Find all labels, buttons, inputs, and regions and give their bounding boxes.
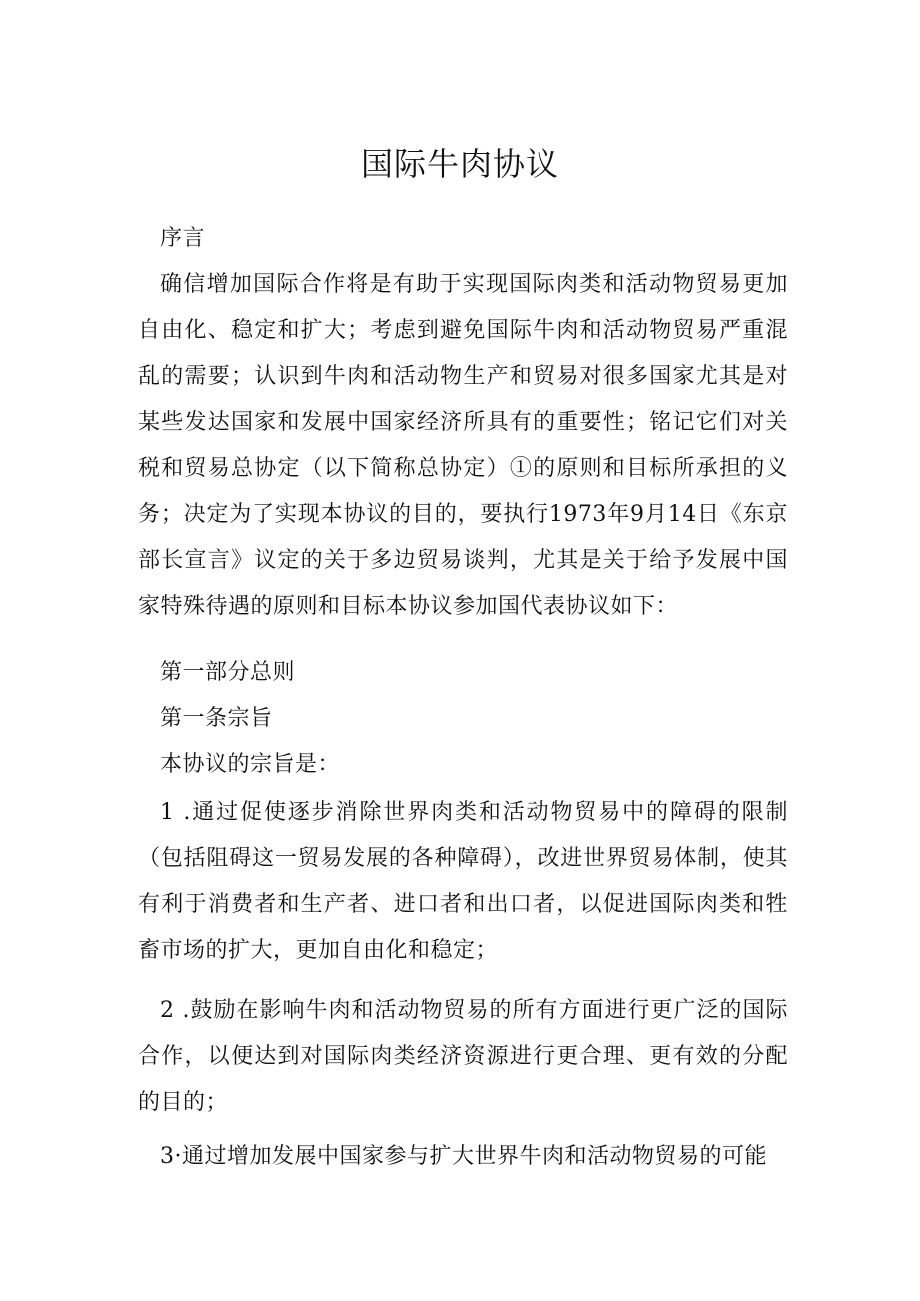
purpose-item-2: 2 .鼓励在影响牛肉和活动物贸易的所有方面进行更广泛的国际合作，以便达到对国际肉类经济资源进行更合理、更有效的分配的目的； [138,998,788,1115]
preface-heading: 序言 [160,226,206,251]
article-one-heading: 第一条宗旨 [160,706,273,731]
purpose-intro: 本协议的宗旨是： [160,752,341,777]
preface-paragraph: 确信增加国际合作将是有助于实现国际肉类和活动物贸易更加自由化、稳定和扩大；考虑到避免国际牛肉和活动物贸易严重混乱的需要；认识到牛肉和活动物生产和贸易对很多国家尤其是对某些发达国家和发展中国家经济所具有的重要性；铭记它们对关税和贸易总协定（以下简称总协定）①的原则和目标所承担的义务；决定为了实现本协议的目的，要执行1973年9月14日《东京部长宣言》议定的关于多边贸易谈判，尤其是关于给予发展中国家特殊待遇的原则和目标本协议参加国代表协议如下： [138,272,788,619]
document-title: 国际牛肉协议 [360,145,559,183]
purpose-item-1: 1 .通过促使逐步消除世界肉类和活动物贸易中的障碍的限制（包括阻碍这一贸易发展的各种障碍），改进世界贸易体制，使其有利于消费者和生产者、进口者和出口者，以促进国际肉类和牲畜市场的扩大，更加自由化和稳定； [138,800,788,963]
part-one-heading: 第一部分总则 [160,660,296,685]
purpose-item-3: 3·通过增加发展中国家参与扩大世界牛肉和活动物贸易的可能 [160,1144,767,1169]
